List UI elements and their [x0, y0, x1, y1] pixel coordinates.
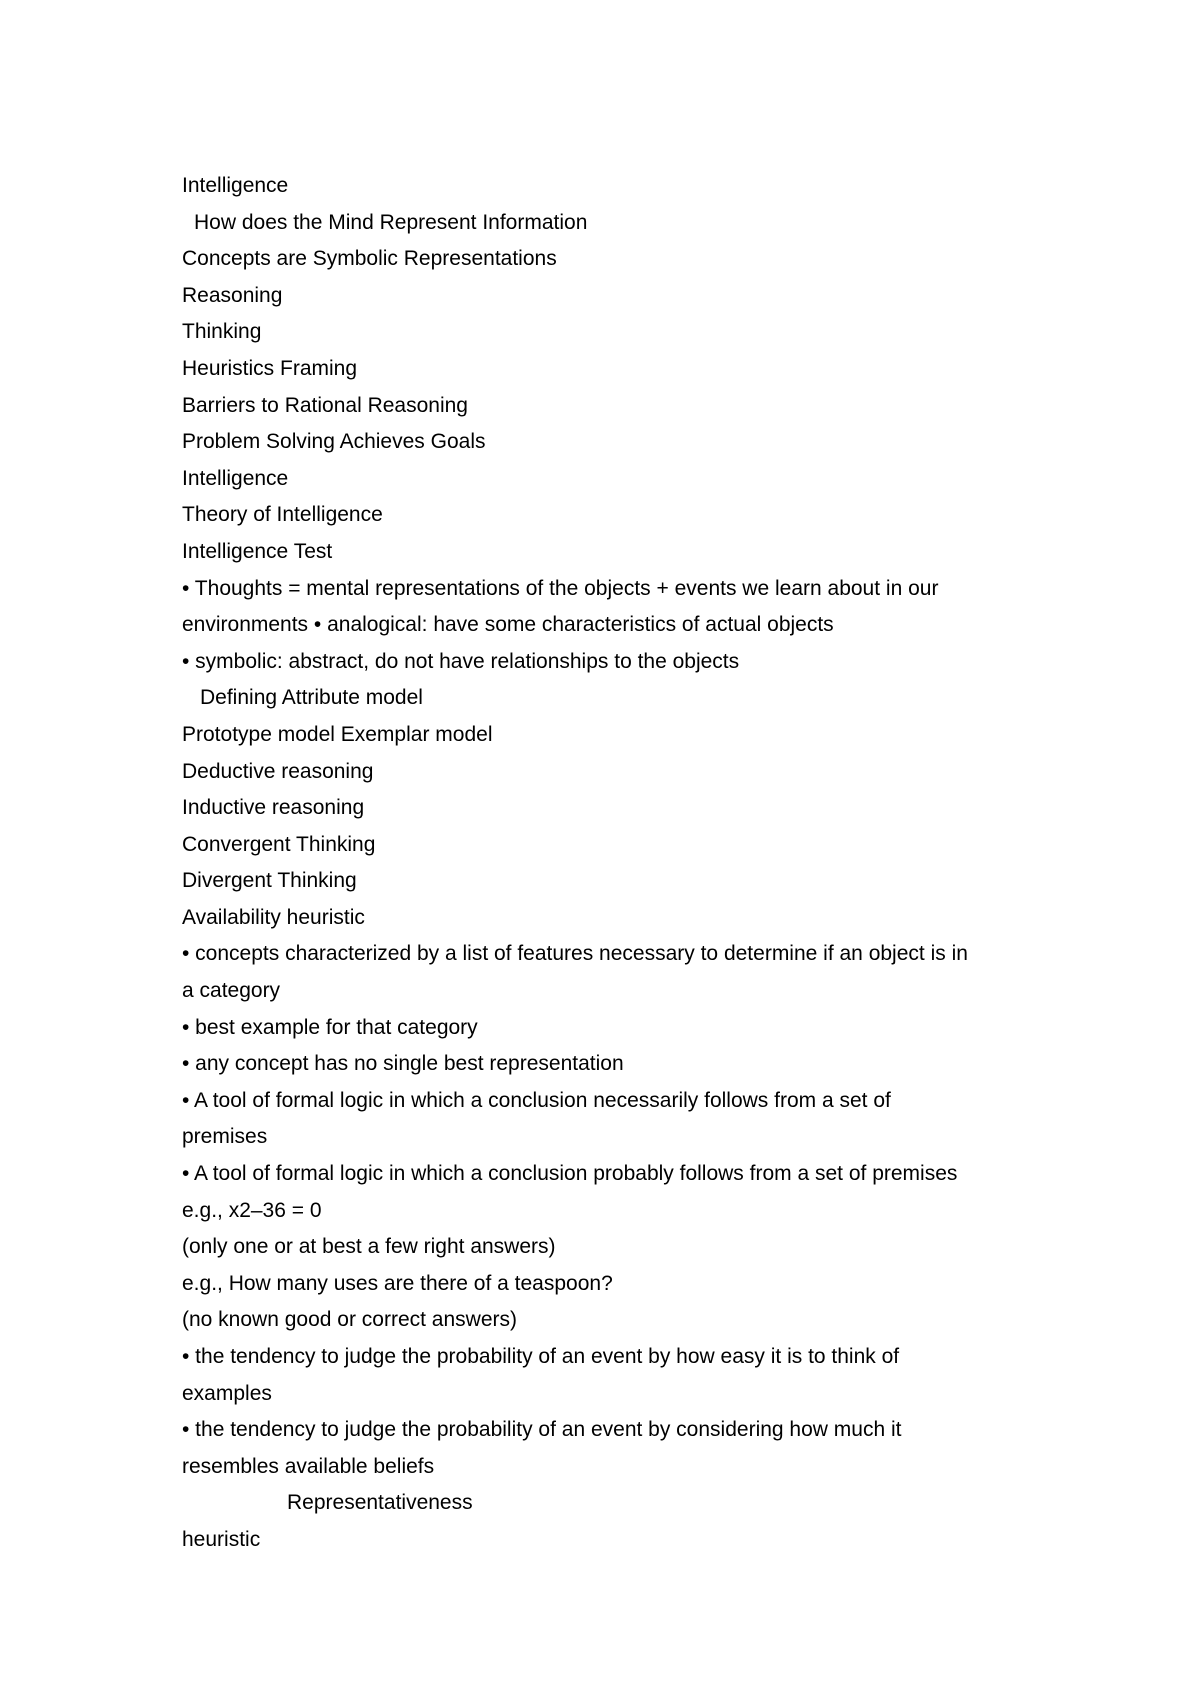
text-line: • Thoughts = mental representations of the objects + events we learn about in our: [182, 576, 939, 600]
text-line: environments • analogical: have some characteristics of actual objects: [182, 613, 834, 637]
document-text: [182, 168, 1082, 1559]
text-line: Thinking: [182, 320, 262, 344]
text-line: examples: [182, 1381, 272, 1405]
text-line: • the tendency to judge the probability of an event by considering how much it: [182, 1418, 902, 1442]
text-line: • best example for that category: [182, 1015, 478, 1039]
text-line: Concepts are Symbolic Representations: [182, 247, 557, 271]
text-line: heuristic: [182, 1527, 261, 1551]
text-line: premises: [182, 1125, 268, 1149]
text-line: resembles available beliefs: [182, 1454, 435, 1478]
text-line: • concepts characterized by a list of features necessary to determine if an object is in: [182, 942, 968, 966]
text-line: Heuristics Framing: [182, 356, 358, 380]
text-line: • symbolic: abstract, do not have relationships to the objects: [182, 649, 740, 673]
text-line: Defining Attribute model: [200, 686, 423, 710]
text-line: e.g., How many uses are there of a teaspoon?: [182, 1271, 613, 1295]
text-line: Theory of Intelligence: [182, 503, 383, 527]
text-line: How does the Mind Represent Information: [194, 210, 588, 234]
text-line: Inductive reasoning: [182, 796, 365, 820]
text-line: Convergent Thinking: [182, 832, 376, 856]
text-line: Availability heuristic: [182, 905, 365, 929]
text-line: (no known good or correct answers): [182, 1308, 517, 1332]
text-line: • any concept has no single best representation: [182, 1052, 624, 1076]
text-line: (only one or at best a few right answers): [182, 1235, 556, 1259]
text-line: Reasoning: [182, 283, 283, 307]
text-line: Intelligence Test: [182, 539, 333, 563]
text-line: • A tool of formal logic in which a conclusion probably follows from a set of premises: [182, 1162, 958, 1186]
text-line: Divergent Thinking: [182, 869, 357, 893]
text-line: Representativeness: [287, 1491, 473, 1515]
text-line: e.g., x2–36 = 0: [182, 1198, 322, 1222]
text-line: Intelligence: [182, 174, 289, 197]
text-line: Intelligence: [182, 466, 289, 490]
text-line: Barriers to Rational Reasoning: [182, 393, 468, 417]
text-line: • A tool of formal logic in which a conclusion necessarily follows from a set of: [182, 1088, 891, 1112]
text-line: • the tendency to judge the probability of an event by how easy it is to think of: [182, 1345, 900, 1368]
text-line: Prototype model Exemplar model: [182, 722, 493, 746]
text-line: Problem Solving Achieves Goals: [182, 430, 486, 454]
text-line: a category: [182, 979, 281, 1003]
text-line: Deductive reasoning: [182, 759, 374, 783]
